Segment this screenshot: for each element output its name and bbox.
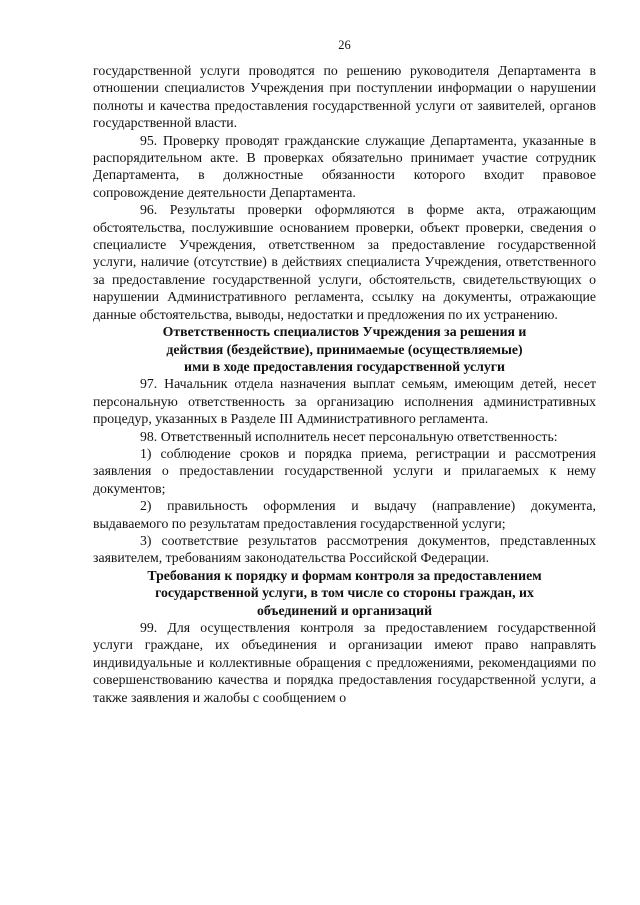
list-item-2: 2) правильность оформления и выдачу (направление) документа, выдаваемого по результатам предоставления государственной услуги;	[93, 498, 596, 531]
page-number: 26	[338, 38, 351, 52]
paragraph-continuation: государственной услуги проводятся по решению руководителя Департамента в отношении специалистов Учреждения при поступлении информации о нарушении полноты и качества предоставления государственной услуги от заявителей, органов государственной власти.	[93, 63, 596, 131]
list-item-3: 3) соответствие результатов рассмотрения документов, представленных заявителем, требованиям законодательства Российской Федерации.	[93, 532, 596, 566]
paragraph-96: 96. Результаты проверки оформляются в форме акта, отражающим обстоятельства, послужившие основанием проверки, объект проверки, сведения о специалисте Учреждения, ответственном за предоставление государственной услуги, наличие (отсутствие) в действиях специалиста Учреждения, ответственного за предоставление государственной услуги, обстоятельств, свидетельствующих о нарушении Административного регламента, ссылку на документы, отражающие данные обстоятельства, выводы, недостатки и предложения по их устранению.	[93, 202, 596, 322]
paragraph-97: 97. Начальник отдела назначения выплат семьям, имеющим детей, несет персональную ответственность за организацию исполнения административных процедур, указанных в Разделе III Административного регламента.	[93, 376, 596, 427]
list-item-1: 1) соблюдение сроков и порядка приема, регистрации и рассмотрения заявления о предоставлении государственной услуги и прилагаемых к нему документов;	[93, 445, 596, 496]
paragraph-99: 99. Для осуществления контроля за предоставлением государственной услуги граждане, их объединения и организации имеют право направлять индивидуальные и коллективные обращения с предложениями, рекомендациями по совершенствованию качества и порядка предоставления государственной услуги, а также заявления и жалобы с сообщением о	[93, 620, 596, 705]
paragraph-98: 98. Ответственный исполнитель несет персональную ответственность:	[140, 428, 558, 444]
paragraph-95: 95. Проверку проводят гражданские служащие Департамента, указанные в распорядительном акте. В проверках обязательно принимает участие сотрудник Департамента, в должностные обязанности которого входит правовое сопровождение деятельности Департамента.	[93, 132, 596, 200]
document-body	[93, 62, 596, 706]
section-heading-control-requirements: Требования к порядку и формам контроля за предоставлением государственной услуги, в том числе со стороны граждан, их объединений и организаций	[147, 567, 542, 618]
document-page	[93, 0, 596, 905]
section-heading-responsibility: Ответственность специалистов Учреждения за решения и действия (бездействие), принимаемые (осуществляемые) ими в ходе предоставления государственной услуги	[162, 324, 527, 374]
